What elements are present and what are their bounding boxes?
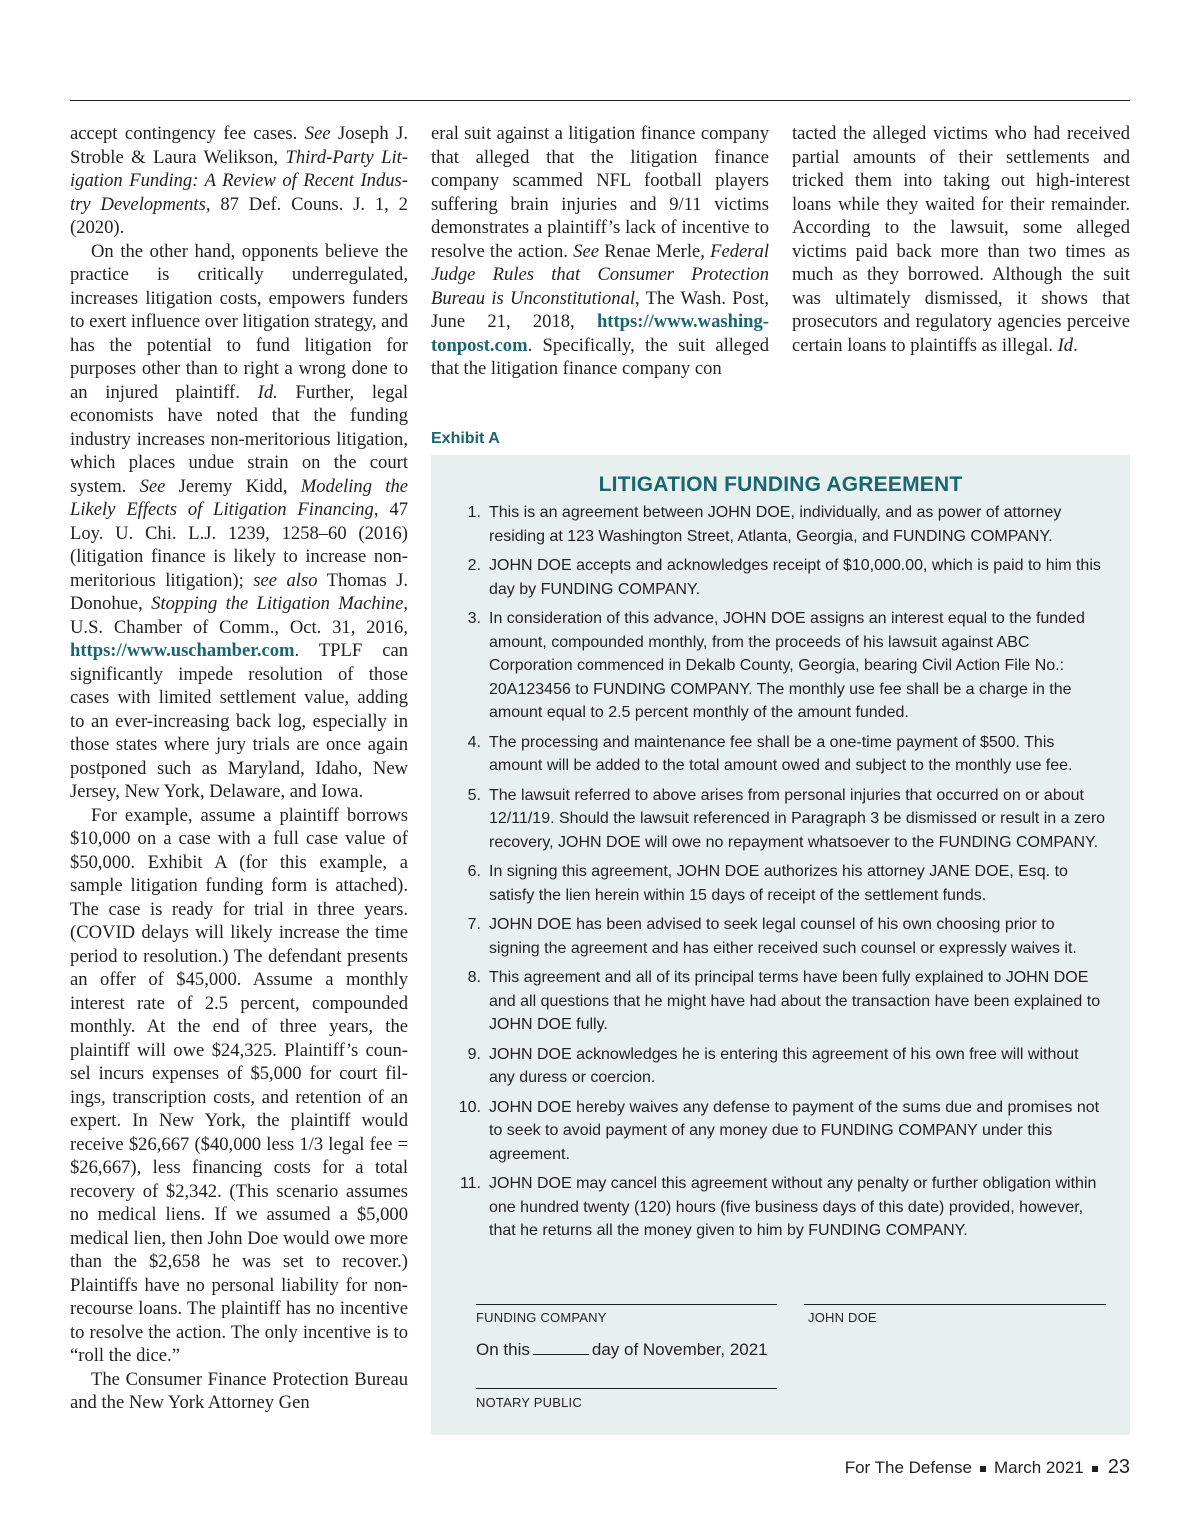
agreement-terms: [431, 501, 1106, 1249]
uschamber-link[interactable]: https://www.uschamber.com: [70, 640, 295, 661]
agreement-term: 2. JOHN DOE accepts and acknowledges receipt of $10,000.00, which is paid to him this day by FUNDING COMPANY.: [467, 557, 1101, 598]
column-1: [70, 122, 408, 1415]
agreement-term: 3. In consideration of this advance, JOHN DOE assigns an interest equal to the funded amount, compounded monthly, from the proceeds of his lawsuit against ABC Corporation commenced in Dekalb County, Georgia, bearing Civil Action File No.: 20A123456 to FUNDING COMPANY. The monthly use fee shall be a charge in the amount equal to 2.5 percent monthly of the amount funded.: [467, 610, 1085, 721]
funding-signature-line: [476, 1304, 777, 1305]
day-blank: [533, 1354, 589, 1355]
john-doe-label: JOHN DOE: [808, 1310, 877, 1325]
john-doe-signature-line: [804, 1304, 1106, 1305]
exhibit-box: [431, 455, 1130, 1435]
top-rule: [70, 100, 1130, 101]
agreement-term: 7. JOHN DOE has been advised to seek legal counsel of his own choosing prior to signing the agreement and has either received such counsel or expressly waives it.: [467, 916, 1077, 957]
agreement-term: 11. JOHN DOE may cancel this agreement without any penalty or further obligation within one hundred twenty (120) hours (five business days of this date) provided, however, that he returns all the money given to him by FUNDING COMPANY.: [459, 1175, 1097, 1239]
agreement-term: 5. The lawsuit referred to above arises from personal injuries that occurred on or about 12/11/19. Should the lawsuit referenced in Paragraph 3 be dismissed or result in a zero recovery, JOHN DOE will owe no repayment whatsoever to the FUNDING COMPANY.: [467, 786, 1106, 851]
date-line: On this day of November, 2021: [476, 1340, 768, 1359]
agreement-term: 1. This is an agreement between JOHN DOE, individually, and as power of attorney residing at 123 Washington Street, Atlanta, Georgia, and FUNDING COMPANY.: [467, 504, 1062, 545]
agreement-term: 8. This agreement and all of its principal terms have been fully explained to JOHN DOE and all questions that he might have had about the transaction have been explained to JOHN DOE fully.: [467, 969, 1101, 1033]
agreement-term: 6. In signing this agreement, JOHN DOE authorizes his attorney JANE DOE, Esq. to satisfy the lien herein within 15 days of receipt of the settlement funds.: [467, 863, 1068, 904]
issue-date: March 2021: [993, 1458, 1084, 1477]
paragraph: The Consumer Finance Protection Bureau and the New York Attorney Gen: [70, 1368, 408, 1413]
column-2: [431, 122, 769, 381]
page-footer: [845, 1456, 1130, 1479]
funding-company-label: FUNDING COMPANY: [476, 1310, 607, 1325]
agreement-term: 4. The processing and maintenance fee shall be a one-time payment of $500. This amount will be added to the total amount owed and subject to the monthly use fee.: [467, 733, 1073, 774]
agreement-title: LITIGATION FUNDING AGREEMENT: [598, 473, 963, 496]
square-bullet-icon: [980, 1466, 986, 1472]
column-3: [792, 122, 1130, 357]
agreement-term: 9. JOHN DOE acknowledges he is entering this agreement of his own free will without any duress or coercion.: [467, 1045, 1079, 1086]
square-bullet-icon: [1092, 1466, 1098, 1472]
paragraph: On the other hand, opponents believe the practice is critically underregulated, increases litigation costs, empowers funders to exert influence over litigation strategy, and has the potential to fund litigation for purposes other than to right a wrong done to an injured plaintiff. Id. Further, legal economists have noted that the funding industry increases non-meritorious litigation, which places undue strain on the court system. See Jeremy Kidd, Modeling the Likely Effects of Litigation Financing, 47 Loy. U. Chi. L.J. 1239, 1258–60 (2016) (litigation finance is likely to increase non-meritorious litigation); see also Thomas J. Donohue, Stopping the Litigation Machine, U.S. Chamber of Comm., Oct. 31, 2016, https://www.uschamber.com. TPLF can significantly impede resolution of those cases with limited settlement value, adding to an ever-increasing back log, especially in those states where jury trials are once again postponed such as Maryland, Idaho, New Jersey, New York, Delaware, and Iowa.: [70, 240, 409, 802]
publication-name: For The Defense: [844, 1458, 972, 1477]
notary-signature-line: [476, 1388, 777, 1389]
agreement-term: 10. JOHN DOE hereby waives any defense to payment of the sums due and promises not to seek to avoid payment of any money due to FUNDING COMPANY under this agreement.: [458, 1098, 1100, 1163]
page-number: 23: [1107, 1456, 1130, 1478]
paragraph: For example, assume a plaintiff borrows $10,000 on a case with a full case value of $50,000. Exhibit A (for this example, a sample litigation funding form is attached). The case is ready for trial in three years. (COVID delays will likely increase the time period to resolution.) The defendant presents an offer of $45,000. Assume a monthly interest rate of 2.5 percent, compounded monthly. At the end of three years, the plaintiff will owe $24,325. Plaintiff’s counsel incurs expenses of $5,000 for court filings, transcription costs, and retention of an expert. In New York, the plaintiff would receive $26,667 ($40,000 less 1/3 legal fee = $26,667), less financing costs for a total recovery of $2,342. (This scenario assumes no medical liens. If we assumed a $5,000 medical lien, then John Doe would owe more than the $2,658 he was set to recover.) Plaintiffs have no personal liability for non-recourse loans. The plaintiff has no incentive to resolve the action. The only incentive is to “roll the dice.”: [70, 804, 408, 1366]
paragraph: tacted the alleged victims who had received partial amounts of their settlements and tricked them into taking out high-interest loans while they waited for their remainder. According to the lawsuit, some alleged victims paid back more than two times as much as they borrowed. Although the suit was ultimately dismissed, it shows that prosecutors and regulatory agencies perceive certain loans to plaintiffs as illegal. Id.: [792, 123, 1130, 356]
notary-public-label: NOTARY PUBLIC: [476, 1395, 582, 1410]
paragraph: eral suit against a litigation finance company that alleged that the litigation finance company scammed NFL football players suffering brain injuries and 9/11 victims demonstrates a plaintiff’s lack of incentive to resolve the action. See Renae Merle, Federal Judge Rules that Consumer Protection Bureau is Unconstitutional, The Wash. Post, June 21, 2018, https://www.washingtonpost.com. Specifically, the suit alleged that the litigation finance company con: [431, 123, 769, 379]
paragraph: accept contingency fee cases. See Joseph J. Stroble & Laura Welikson, Third-Party Litigation Funding: A Review of Recent Industry Developments, 87 Def. Couns. J. 1, 2 (2020).: [70, 123, 408, 238]
washingtonpost-link[interactable]: https://www.washingtonpost.com: [431, 311, 769, 356]
exhibit-label: Exhibit A: [431, 430, 500, 447]
